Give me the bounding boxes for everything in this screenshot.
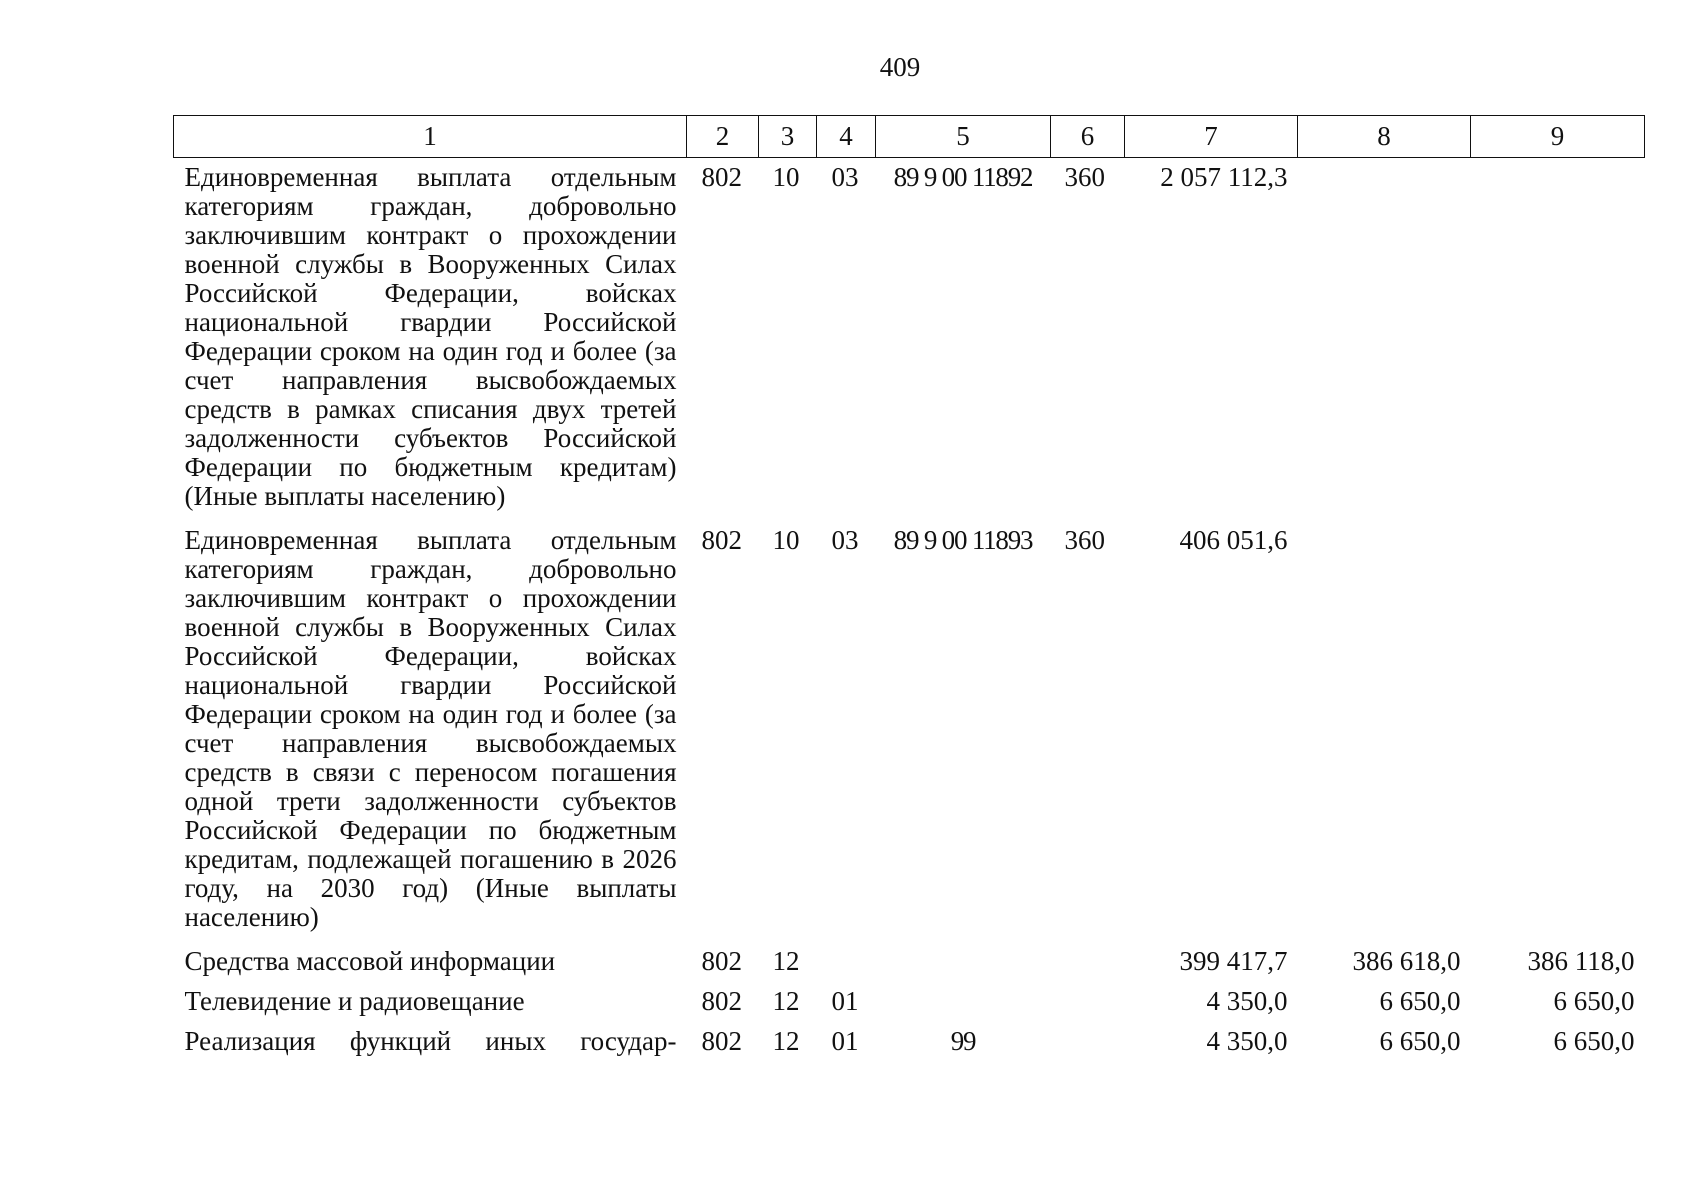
- row-amount-col9: 6 650,0: [1553, 986, 1635, 1016]
- row-amount-col7: 406 051,6: [1179, 525, 1288, 555]
- column-header: 2: [687, 116, 759, 158]
- column-header: 5: [876, 116, 1051, 158]
- row-section-code: 12: [772, 946, 800, 976]
- column-header: 9: [1471, 116, 1645, 158]
- row-target-article: [876, 982, 1051, 1022]
- row-ministry-code: 802: [701, 525, 742, 555]
- row-expense-type: [1051, 942, 1125, 982]
- row-target-article: [876, 942, 1051, 982]
- table-row: [174, 158, 1645, 522]
- row-ministry-code: 802: [701, 1026, 742, 1056]
- row-name: Средства массовой информации: [184, 946, 556, 976]
- row-amount-col9: [1471, 158, 1645, 522]
- row-expense-type: 360: [1064, 525, 1105, 555]
- row-expense-type: 360: [1064, 162, 1105, 192]
- column-header: 4: [817, 116, 876, 158]
- row-ministry-code: 802: [701, 946, 742, 976]
- row-name: Единовременная выплата отдельным категориям граждан, добровольно заключившим контракт о прохождении военной службы в Вооруженных Силах Российской Федерации, войсках национальной гвардии Российской Федерации сроком на один год и более (за счет направления высвобождаемых средств в рамках списания двух третей задолженности субъектов Российской Федерации по бюджетным кредитам) (Иные выплаты населению): [184, 162, 677, 511]
- row-subsection-code: 01: [831, 986, 859, 1016]
- row-target-article: 99: [950, 1026, 976, 1056]
- row-section-code: 12: [772, 1026, 800, 1056]
- row-amount-col7: 399 417,7: [1179, 946, 1288, 976]
- table-row: [174, 521, 1645, 942]
- row-amount-col9: 386 118,0: [1527, 946, 1635, 976]
- table-row: [174, 982, 1645, 1022]
- row-amount-col9: 6 650,0: [1553, 1026, 1635, 1056]
- row-section-code: 12: [772, 986, 800, 1016]
- row-ministry-code: 802: [701, 986, 742, 1016]
- column-header: 8: [1298, 116, 1471, 158]
- row-amount-col8: 386 618,0: [1352, 946, 1461, 976]
- row-subsection-code: 03: [831, 525, 859, 555]
- column-header: 6: [1051, 116, 1125, 158]
- table-row: [174, 1022, 1645, 1062]
- row-expense-type: [1051, 1022, 1125, 1062]
- budget-table: [173, 115, 1645, 1062]
- column-header: 3: [759, 116, 817, 158]
- row-target-article: 89 9 00 11892: [893, 162, 1033, 192]
- row-section-code: 10: [772, 525, 800, 555]
- row-amount-col8: [1298, 158, 1471, 522]
- row-target-article: 89 9 00 11893: [893, 525, 1033, 555]
- row-ministry-code: 802: [701, 162, 742, 192]
- row-amount-col7: 4 350,0: [1206, 986, 1288, 1016]
- column-header: 7: [1125, 116, 1298, 158]
- row-amount-col8: 6 650,0: [1379, 1026, 1461, 1056]
- table-row: [174, 942, 1645, 982]
- header-row: [174, 116, 1645, 158]
- row-name: Реализация функций иных государ-: [184, 1026, 677, 1056]
- row-amount-col7: 4 350,0: [1206, 1026, 1288, 1056]
- row-name: Единовременная выплата отдельным категориям граждан, добровольно заключившим контракт о прохождении военной службы в Вооруженных Силах Российской Федерации, войсках национальной гвардии Российской Федерации сроком на один год и более (за счет направления высвобождаемых средств в связи с переносом погашения одной трети задолженности субъектов Российской Федерации по бюджетным кредитам, подлежащей погашению в 2026 году, на 2030 год) (Иные выплаты населению): [184, 525, 677, 932]
- page-number: 409: [879, 52, 921, 82]
- row-amount-col8: 6 650,0: [1379, 986, 1461, 1016]
- row-amount-col8: [1298, 521, 1471, 942]
- row-amount-col7: 2 057 112,3: [1160, 162, 1288, 192]
- row-subsection-code: [817, 942, 876, 982]
- column-header: 1: [174, 116, 687, 158]
- row-name: Телевидение и радиовещание: [184, 986, 525, 1016]
- row-expense-type: [1051, 982, 1125, 1022]
- row-amount-col9: [1471, 521, 1645, 942]
- row-subsection-code: 03: [831, 162, 859, 192]
- row-section-code: 10: [772, 162, 800, 192]
- row-subsection-code: 01: [831, 1026, 859, 1056]
